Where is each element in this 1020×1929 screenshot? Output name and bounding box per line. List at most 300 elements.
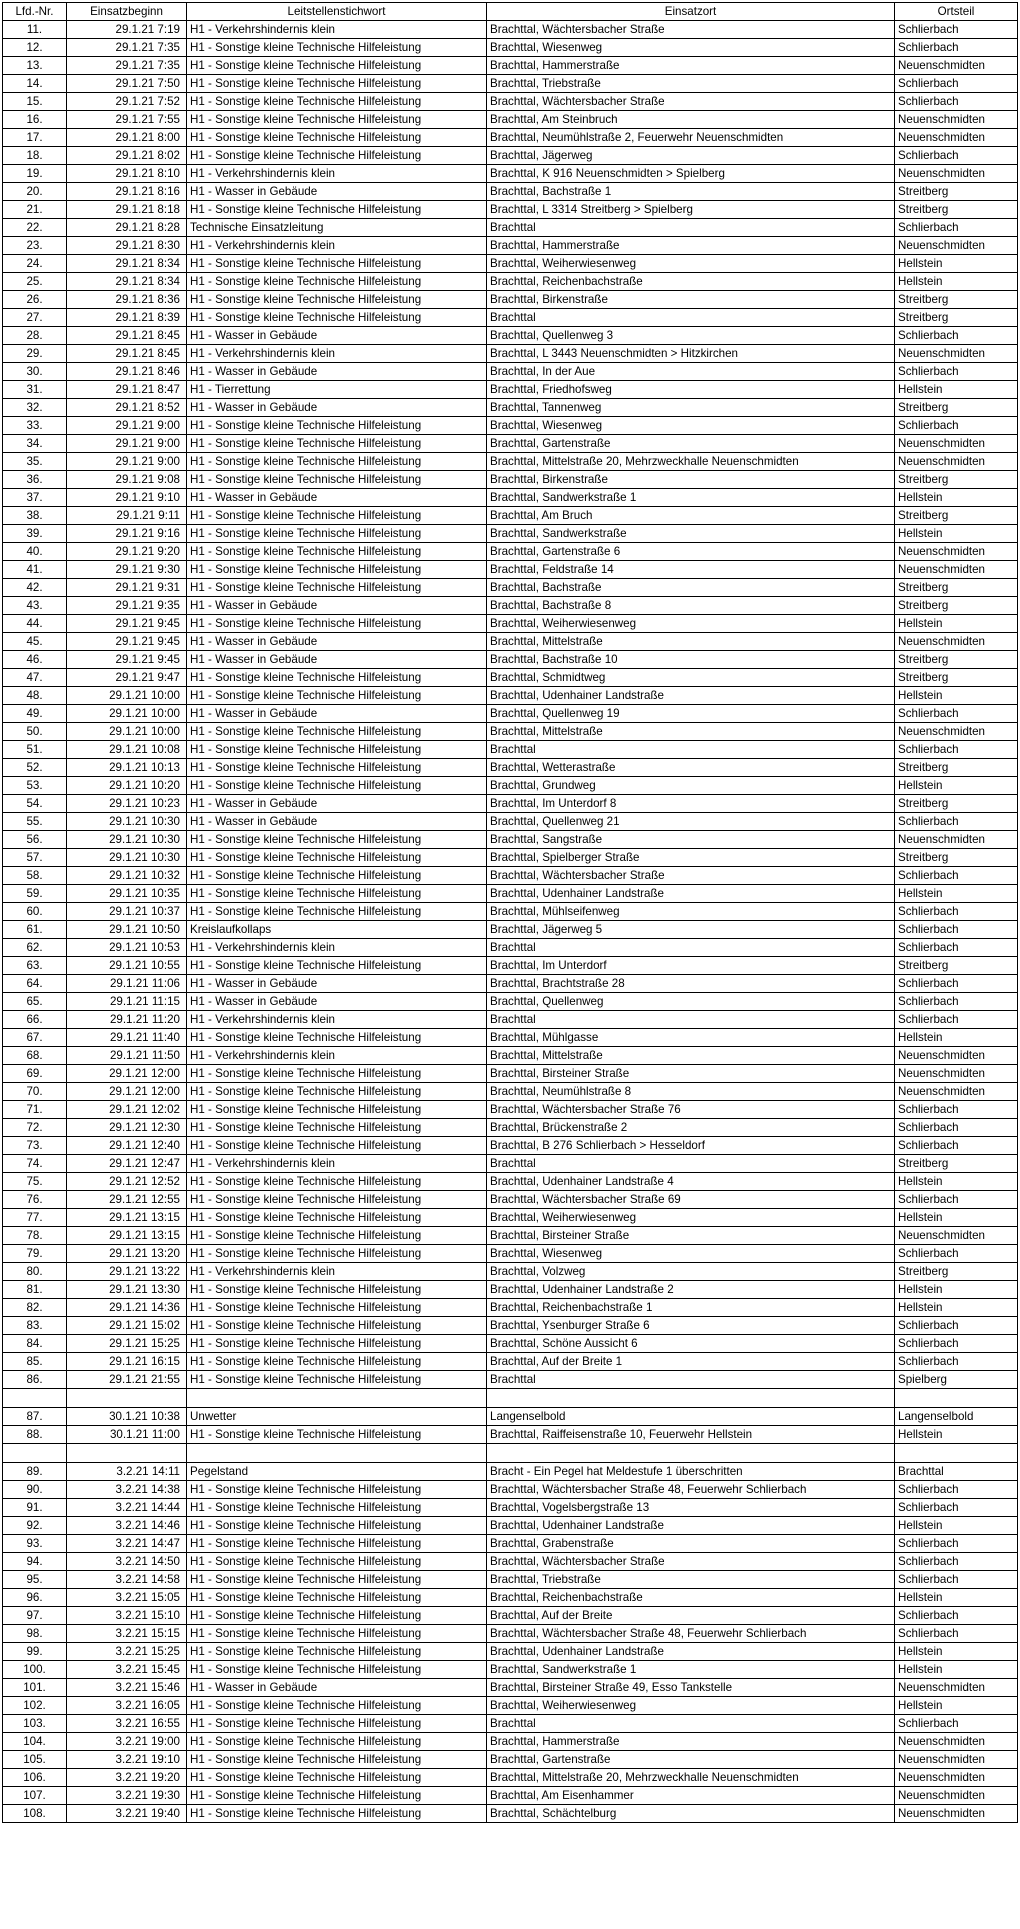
cell-ortsteil: Neuenschmidten	[895, 1047, 1018, 1065]
cell-leitstellenstichwort: H1 - Sonstige kleine Technische Hilfeleistung	[187, 741, 487, 759]
cell-einsatzbeginn: 29.1.21 12:40	[67, 1137, 187, 1155]
cell-einsatzbeginn: 29.1.21 15:02	[67, 1317, 187, 1335]
cell-ortsteil: Streitberg	[895, 291, 1018, 309]
table-row	[3, 165, 1018, 183]
cell-leitstellenstichwort: H1 - Sonstige kleine Technische Hilfeleistung	[187, 1426, 487, 1444]
deployment-table	[2, 2, 1018, 1823]
cell-ortsteil: Neuenschmidten	[895, 1227, 1018, 1245]
cell-einsatzbeginn: 3.2.21 16:55	[67, 1715, 187, 1733]
cell-leitstellenstichwort: H1 - Sonstige kleine Technische Hilfeleistung	[187, 255, 487, 273]
cell-ortsteil: Neuenschmidten	[895, 561, 1018, 579]
cell-einsatzort: Brachttal, Reichenbachstraße	[487, 273, 895, 291]
cell-einsatzort: Brachttal, Quellenweg 19	[487, 705, 895, 723]
cell-leitstellenstichwort: H1 - Sonstige kleine Technische Hilfeleistung	[187, 1733, 487, 1751]
cell-ortsteil: Schlierbach	[895, 921, 1018, 939]
cell-lfd-nr: 21.	[3, 201, 67, 219]
cell-einsatzort: Brachttal, Feldstraße 14	[487, 561, 895, 579]
cell-ortsteil: Streitberg	[895, 399, 1018, 417]
cell-lfd-nr: 57.	[3, 849, 67, 867]
cell-einsatzort: Brachttal, Birkenstraße	[487, 291, 895, 309]
cell-leitstellenstichwort: H1 - Sonstige kleine Technische Hilfeleistung	[187, 1643, 487, 1661]
cell-leitstellenstichwort: H1 - Wasser in Gebäude	[187, 705, 487, 723]
col-header-leitstellenstichwort: Leitstellenstichwort	[187, 3, 487, 21]
cell-ortsteil: Schlierbach	[895, 903, 1018, 921]
cell-ortsteil: Neuenschmidten	[895, 1769, 1018, 1787]
cell-einsatzort: Brachttal, Wiesenweg	[487, 417, 895, 435]
table-row	[3, 1209, 1018, 1227]
cell-leitstellenstichwort: H1 - Wasser in Gebäude	[187, 399, 487, 417]
cell-leitstellenstichwort: H1 - Sonstige kleine Technische Hilfeleistung	[187, 1751, 487, 1769]
cell-lfd-nr: 73.	[3, 1137, 67, 1155]
cell-ortsteil: Neuenschmidten	[895, 543, 1018, 561]
cell-ortsteil: Schlierbach	[895, 21, 1018, 39]
cell-ortsteil: Hellstein	[895, 273, 1018, 291]
cell-einsatzbeginn: 29.1.21 8:45	[67, 327, 187, 345]
table-row	[3, 1263, 1018, 1281]
cell-ortsteil: Hellstein	[895, 525, 1018, 543]
table-row	[3, 381, 1018, 399]
cell-einsatzort: Brachttal, Triebstraße	[487, 75, 895, 93]
table-row	[3, 939, 1018, 957]
cell-lfd-nr: 80.	[3, 1263, 67, 1281]
cell-einsatzort: Brachttal, Neumühlstraße 8	[487, 1083, 895, 1101]
cell-einsatzort: Brachttal, Gartenstraße	[487, 1751, 895, 1769]
table-row	[3, 1571, 1018, 1589]
cell-einsatzbeginn: 3.2.21 15:25	[67, 1643, 187, 1661]
table-row	[3, 1553, 1018, 1571]
table-row	[3, 147, 1018, 165]
cell-leitstellenstichwort: H1 - Sonstige kleine Technische Hilfeleistung	[187, 1481, 487, 1499]
separator-row	[3, 1389, 1018, 1408]
cell-einsatzort: Brachttal, Wächtersbacher Straße 48, Feuerwehr Schlierbach	[487, 1625, 895, 1643]
table-row	[3, 111, 1018, 129]
cell-einsatzort: Brachttal	[487, 741, 895, 759]
cell-leitstellenstichwort: H1 - Sonstige kleine Technische Hilfeleistung	[187, 1805, 487, 1823]
cell-einsatzbeginn: 29.1.21 14:36	[67, 1299, 187, 1317]
cell-lfd-nr: 103.	[3, 1715, 67, 1733]
cell-einsatzbeginn: 29.1.21 10:13	[67, 759, 187, 777]
cell-lfd-nr: 45.	[3, 633, 67, 651]
cell-einsatzort: Brachttal, Wächtersbacher Straße	[487, 867, 895, 885]
cell-einsatzbeginn: 29.1.21 10:55	[67, 957, 187, 975]
cell-leitstellenstichwort: H1 - Wasser in Gebäude	[187, 795, 487, 813]
cell-leitstellenstichwort: H1 - Verkehrshindernis klein	[187, 1011, 487, 1029]
cell-leitstellenstichwort: H1 - Sonstige kleine Technische Hilfeleistung	[187, 1571, 487, 1589]
cell-ortsteil	[895, 1389, 1018, 1408]
cell-leitstellenstichwort: H1 - Sonstige kleine Technische Hilfeleistung	[187, 57, 487, 75]
table-row	[3, 399, 1018, 417]
cell-einsatzort: Brachttal, Sandwerkstraße 1	[487, 489, 895, 507]
cell-ortsteil: Hellstein	[895, 615, 1018, 633]
cell-lfd-nr: 50.	[3, 723, 67, 741]
table-row	[3, 1661, 1018, 1679]
cell-ortsteil: Hellstein	[895, 777, 1018, 795]
cell-leitstellenstichwort: H1 - Sonstige kleine Technische Hilfeleistung	[187, 1715, 487, 1733]
cell-leitstellenstichwort: H1 - Sonstige kleine Technische Hilfeleistung	[187, 1083, 487, 1101]
cell-ortsteil: Schlierbach	[895, 1715, 1018, 1733]
cell-lfd-nr: 25.	[3, 273, 67, 291]
cell-einsatzort: Brachttal, Am Bruch	[487, 507, 895, 525]
table-row	[3, 273, 1018, 291]
table-row	[3, 1589, 1018, 1607]
cell-einsatzbeginn: 29.1.21 10:50	[67, 921, 187, 939]
cell-lfd-nr: 98.	[3, 1625, 67, 1643]
table-row	[3, 1517, 1018, 1535]
cell-einsatzbeginn: 3.2.21 14:44	[67, 1499, 187, 1517]
cell-leitstellenstichwort: H1 - Sonstige kleine Technische Hilfeleistung	[187, 1317, 487, 1335]
cell-einsatzort: Brachttal, Am Eisenhammer	[487, 1787, 895, 1805]
cell-ortsteil: Neuenschmidten	[895, 1083, 1018, 1101]
table-row	[3, 1535, 1018, 1553]
cell-ortsteil: Streitberg	[895, 201, 1018, 219]
cell-einsatzort: Brachttal, L 3314 Streitberg > Spielberg	[487, 201, 895, 219]
table-row	[3, 741, 1018, 759]
cell-einsatzort: Brachttal, Friedhofsweg	[487, 381, 895, 399]
cell-ortsteil: Schlierbach	[895, 1535, 1018, 1553]
cell-leitstellenstichwort: H1 - Sonstige kleine Technische Hilfeleistung	[187, 93, 487, 111]
cell-ortsteil: Schlierbach	[895, 93, 1018, 111]
cell-einsatzbeginn: 3.2.21 16:05	[67, 1697, 187, 1715]
cell-einsatzort: Brachttal, Gartenstraße	[487, 435, 895, 453]
cell-ortsteil: Schlierbach	[895, 39, 1018, 57]
cell-einsatzort: Brachttal, Sandwerkstraße 1	[487, 1661, 895, 1679]
cell-einsatzort: Brachttal, Weiherwiesenweg	[487, 1209, 895, 1227]
cell-einsatzort: Brachttal	[487, 1011, 895, 1029]
cell-lfd-nr: 36.	[3, 471, 67, 489]
cell-leitstellenstichwort: H1 - Sonstige kleine Technische Hilfeleistung	[187, 1499, 487, 1517]
cell-lfd-nr: 71.	[3, 1101, 67, 1119]
table-row	[3, 471, 1018, 489]
cell-lfd-nr: 108.	[3, 1805, 67, 1823]
table-row	[3, 957, 1018, 975]
cell-einsatzbeginn: 29.1.21 13:30	[67, 1281, 187, 1299]
cell-einsatzort: Brachttal, Hammerstraße	[487, 1733, 895, 1751]
cell-einsatzort: Brachttal, B 276 Schlierbach > Hesseldorf	[487, 1137, 895, 1155]
cell-lfd-nr: 43.	[3, 597, 67, 615]
cell-leitstellenstichwort: H1 - Sonstige kleine Technische Hilfeleistung	[187, 1517, 487, 1535]
cell-lfd-nr: 91.	[3, 1499, 67, 1517]
cell-ortsteil: Schlierbach	[895, 219, 1018, 237]
cell-einsatzbeginn: 29.1.21 21:55	[67, 1371, 187, 1389]
cell-einsatzort: Brachttal, Brückenstraße 2	[487, 1119, 895, 1137]
cell-leitstellenstichwort: H1 - Sonstige kleine Technische Hilfeleistung	[187, 435, 487, 453]
table-row	[3, 1481, 1018, 1499]
cell-einsatzort: Brachttal, Brachtstraße 28	[487, 975, 895, 993]
cell-leitstellenstichwort: H1 - Sonstige kleine Technische Hilfeleistung	[187, 1245, 487, 1263]
cell-einsatzbeginn: 3.2.21 15:46	[67, 1679, 187, 1697]
cell-ortsteil: Neuenschmidten	[895, 237, 1018, 255]
cell-einsatzort: Brachttal, Bachstraße 1	[487, 183, 895, 201]
cell-einsatzbeginn: 29.1.21 7:35	[67, 39, 187, 57]
cell-einsatzbeginn: 29.1.21 10:53	[67, 939, 187, 957]
cell-leitstellenstichwort: Unwetter	[187, 1408, 487, 1426]
cell-leitstellenstichwort: H1 - Sonstige kleine Technische Hilfeleistung	[187, 75, 487, 93]
cell-einsatzort: Brachttal, Birsteiner Straße	[487, 1227, 895, 1245]
cell-ortsteil: Schlierbach	[895, 1499, 1018, 1517]
cell-ortsteil: Neuenschmidten	[895, 129, 1018, 147]
cell-ortsteil: Neuenschmidten	[895, 633, 1018, 651]
cell-lfd-nr: 58.	[3, 867, 67, 885]
cell-leitstellenstichwort: H1 - Sonstige kleine Technische Hilfeleistung	[187, 1119, 487, 1137]
table-row	[3, 1625, 1018, 1643]
cell-lfd-nr: 23.	[3, 237, 67, 255]
cell-lfd-nr: 53.	[3, 777, 67, 795]
cell-einsatzbeginn: 3.2.21 19:20	[67, 1769, 187, 1787]
table-row	[3, 39, 1018, 57]
cell-lfd-nr: 30.	[3, 363, 67, 381]
cell-lfd-nr: 95.	[3, 1571, 67, 1589]
cell-einsatzbeginn: 3.2.21 19:10	[67, 1751, 187, 1769]
cell-lfd-nr: 106.	[3, 1769, 67, 1787]
table-row	[3, 345, 1018, 363]
table-row	[3, 831, 1018, 849]
cell-lfd-nr: 39.	[3, 525, 67, 543]
cell-leitstellenstichwort: H1 - Sonstige kleine Technische Hilfeleistung	[187, 903, 487, 921]
table-row	[3, 219, 1018, 237]
cell-einsatzort: Brachttal, Schächtelburg	[487, 1805, 895, 1823]
cell-ortsteil: Hellstein	[895, 1173, 1018, 1191]
cell-ortsteil: Neuenschmidten	[895, 453, 1018, 471]
cell-ortsteil: Hellstein	[895, 687, 1018, 705]
cell-lfd-nr: 26.	[3, 291, 67, 309]
cell-ortsteil: Streitberg	[895, 507, 1018, 525]
cell-ortsteil	[895, 1444, 1018, 1463]
table-row	[3, 1607, 1018, 1625]
cell-einsatzort: Brachttal, Udenhainer Landstraße	[487, 1643, 895, 1661]
cell-lfd-nr: 32.	[3, 399, 67, 417]
cell-lfd-nr: 89.	[3, 1463, 67, 1481]
cell-ortsteil: Schlierbach	[895, 417, 1018, 435]
cell-lfd-nr: 61.	[3, 921, 67, 939]
table-row	[3, 1733, 1018, 1751]
table-body	[3, 21, 1018, 1823]
cell-einsatzort: Brachttal, Sangstraße	[487, 831, 895, 849]
cell-einsatzbeginn: 29.1.21 13:22	[67, 1263, 187, 1281]
cell-ortsteil: Hellstein	[895, 1029, 1018, 1047]
cell-leitstellenstichwort: H1 - Sonstige kleine Technische Hilfeleistung	[187, 111, 487, 129]
cell-einsatzbeginn: 3.2.21 14:47	[67, 1535, 187, 1553]
table-header	[3, 3, 1018, 21]
cell-einsatzbeginn: 29.1.21 9:31	[67, 579, 187, 597]
cell-leitstellenstichwort: H1 - Wasser in Gebäude	[187, 651, 487, 669]
cell-einsatzort: Brachttal, Im Unterdorf	[487, 957, 895, 975]
table-row	[3, 75, 1018, 93]
cell-lfd-nr: 88.	[3, 1426, 67, 1444]
cell-einsatzbeginn: 29.1.21 10:32	[67, 867, 187, 885]
cell-einsatzort	[487, 1389, 895, 1408]
cell-ortsteil: Schlierbach	[895, 1481, 1018, 1499]
table-row	[3, 1371, 1018, 1389]
cell-einsatzbeginn: 29.1.21 7:52	[67, 93, 187, 111]
cell-lfd-nr: 99.	[3, 1643, 67, 1661]
cell-lfd-nr: 27.	[3, 309, 67, 327]
cell-einsatzort: Brachttal, Ysenburger Straße 6	[487, 1317, 895, 1335]
cell-lfd-nr	[3, 1444, 67, 1463]
cell-leitstellenstichwort: H1 - Sonstige kleine Technische Hilfeleistung	[187, 309, 487, 327]
cell-lfd-nr: 82.	[3, 1299, 67, 1317]
cell-einsatzbeginn: 29.1.21 10:35	[67, 885, 187, 903]
col-header-einsatzbeginn: Einsatzbeginn	[67, 3, 187, 21]
cell-einsatzbeginn: 29.1.21 9:11	[67, 507, 187, 525]
cell-einsatzbeginn: 29.1.21 8:34	[67, 255, 187, 273]
table-row	[3, 1769, 1018, 1787]
cell-einsatzort: Brachttal, Bachstraße 10	[487, 651, 895, 669]
cell-lfd-nr: 33.	[3, 417, 67, 435]
cell-leitstellenstichwort: Kreislaufkollaps	[187, 921, 487, 939]
table-row	[3, 327, 1018, 345]
cell-einsatzort: Brachttal, Triebstraße	[487, 1571, 895, 1589]
cell-leitstellenstichwort: H1 - Sonstige kleine Technische Hilfeleistung	[187, 723, 487, 741]
cell-einsatzort: Brachttal, Mühlseifenweg	[487, 903, 895, 921]
cell-lfd-nr: 85.	[3, 1353, 67, 1371]
cell-einsatzbeginn: 29.1.21 9:00	[67, 417, 187, 435]
cell-einsatzbeginn: 29.1.21 9:35	[67, 597, 187, 615]
cell-einsatzort: Brachttal, Mittelstraße	[487, 633, 895, 651]
cell-lfd-nr: 18.	[3, 147, 67, 165]
cell-leitstellenstichwort: H1 - Sonstige kleine Technische Hilfeleistung	[187, 1227, 487, 1245]
cell-einsatzort: Brachttal, Udenhainer Landstraße	[487, 885, 895, 903]
cell-leitstellenstichwort: H1 - Sonstige kleine Technische Hilfeleistung	[187, 1191, 487, 1209]
table-row	[3, 1155, 1018, 1173]
cell-einsatzbeginn: 29.1.21 10:30	[67, 813, 187, 831]
cell-einsatzbeginn: 29.1.21 8:18	[67, 201, 187, 219]
table-row	[3, 255, 1018, 273]
cell-leitstellenstichwort: H1 - Sonstige kleine Technische Hilfeleistung	[187, 201, 487, 219]
cell-leitstellenstichwort: H1 - Sonstige kleine Technische Hilfeleistung	[187, 417, 487, 435]
cell-lfd-nr: 75.	[3, 1173, 67, 1191]
cell-einsatzort: Brachttal, Birsteiner Straße 49, Esso Tankstelle	[487, 1679, 895, 1697]
cell-lfd-nr: 105.	[3, 1751, 67, 1769]
cell-einsatzort: Brachttal, Mittelstraße 20, Mehrzweckhalle Neuenschmidten	[487, 453, 895, 471]
cell-einsatzort: Brachttal, K 916 Neuenschmidten > Spielberg	[487, 165, 895, 183]
cell-einsatzbeginn: 29.1.21 9:30	[67, 561, 187, 579]
cell-leitstellenstichwort: H1 - Sonstige kleine Technische Hilfeleistung	[187, 291, 487, 309]
col-header-lfd-nr: Lfd.-Nr.	[3, 3, 67, 21]
table-row	[3, 417, 1018, 435]
cell-ortsteil: Schlierbach	[895, 1011, 1018, 1029]
cell-einsatzbeginn: 29.1.21 8:02	[67, 147, 187, 165]
table-row	[3, 975, 1018, 993]
cell-lfd-nr: 19.	[3, 165, 67, 183]
cell-leitstellenstichwort: H1 - Sonstige kleine Technische Hilfeleistung	[187, 453, 487, 471]
cell-lfd-nr: 107.	[3, 1787, 67, 1805]
cell-leitstellenstichwort: H1 - Verkehrshindernis klein	[187, 1155, 487, 1173]
cell-einsatzort: Brachttal, Gartenstraße 6	[487, 543, 895, 561]
table-row	[3, 867, 1018, 885]
cell-leitstellenstichwort: H1 - Wasser in Gebäude	[187, 597, 487, 615]
cell-einsatzbeginn: 29.1.21 8:39	[67, 309, 187, 327]
cell-leitstellenstichwort: H1 - Sonstige kleine Technische Hilfeleistung	[187, 1209, 487, 1227]
cell-ortsteil: Schlierbach	[895, 363, 1018, 381]
cell-ortsteil: Hellstein	[895, 489, 1018, 507]
table-row	[3, 21, 1018, 39]
table-row	[3, 93, 1018, 111]
cell-lfd-nr: 63.	[3, 957, 67, 975]
cell-lfd-nr: 62.	[3, 939, 67, 957]
cell-leitstellenstichwort: H1 - Sonstige kleine Technische Hilfeleistung	[187, 831, 487, 849]
cell-ortsteil: Streitberg	[895, 309, 1018, 327]
cell-einsatzort: Brachttal, Auf der Breite 1	[487, 1353, 895, 1371]
cell-einsatzort: Brachttal, Volzweg	[487, 1263, 895, 1281]
table-row	[3, 1353, 1018, 1371]
cell-einsatzort: Brachttal, Wiesenweg	[487, 39, 895, 57]
cell-leitstellenstichwort: H1 - Sonstige kleine Technische Hilfeleistung	[187, 687, 487, 705]
table-row	[3, 1697, 1018, 1715]
table-row	[3, 291, 1018, 309]
cell-lfd-nr: 42.	[3, 579, 67, 597]
table-row	[3, 435, 1018, 453]
cell-ortsteil: Neuenschmidten	[895, 345, 1018, 363]
cell-ortsteil: Schlierbach	[895, 1119, 1018, 1137]
table-row	[3, 759, 1018, 777]
cell-leitstellenstichwort: H1 - Sonstige kleine Technische Hilfeleistung	[187, 669, 487, 687]
cell-einsatzbeginn: 29.1.21 8:10	[67, 165, 187, 183]
cell-lfd-nr: 100.	[3, 1661, 67, 1679]
cell-leitstellenstichwort: H1 - Sonstige kleine Technische Hilfeleistung	[187, 1661, 487, 1679]
table-row	[3, 507, 1018, 525]
table-row	[3, 651, 1018, 669]
cell-ortsteil: Neuenschmidten	[895, 831, 1018, 849]
cell-leitstellenstichwort: H1 - Sonstige kleine Technische Hilfeleistung	[187, 1625, 487, 1643]
cell-ortsteil: Schlierbach	[895, 1101, 1018, 1119]
table-row	[3, 1787, 1018, 1805]
cell-lfd-nr: 78.	[3, 1227, 67, 1245]
cell-ortsteil: Hellstein	[895, 1661, 1018, 1679]
table-row	[3, 1281, 1018, 1299]
cell-leitstellenstichwort: H1 - Sonstige kleine Technische Hilfeleistung	[187, 957, 487, 975]
cell-ortsteil: Neuenschmidten	[895, 1065, 1018, 1083]
cell-ortsteil: Schlierbach	[895, 1335, 1018, 1353]
cell-einsatzbeginn: 29.1.21 8:47	[67, 381, 187, 399]
cell-lfd-nr: 15.	[3, 93, 67, 111]
cell-leitstellenstichwort: H1 - Verkehrshindernis klein	[187, 237, 487, 255]
table-row	[3, 903, 1018, 921]
cell-einsatzbeginn: 3.2.21 14:50	[67, 1553, 187, 1571]
cell-einsatzort: Brachttal, Wächtersbacher Straße 76	[487, 1101, 895, 1119]
cell-leitstellenstichwort: H1 - Sonstige kleine Technische Hilfeleistung	[187, 1535, 487, 1553]
cell-einsatzort: Bracht - Ein Pegel hat Meldestufe 1 überschritten	[487, 1463, 895, 1481]
cell-einsatzort: Brachttal, Schöne Aussicht 6	[487, 1335, 895, 1353]
cell-einsatzort: Brachttal, Quellenweg	[487, 993, 895, 1011]
cell-ortsteil: Schlierbach	[895, 813, 1018, 831]
cell-leitstellenstichwort: H1 - Verkehrshindernis klein	[187, 1263, 487, 1281]
table-row	[3, 1751, 1018, 1769]
cell-lfd-nr: 47.	[3, 669, 67, 687]
cell-einsatzort: Brachttal, Udenhainer Landstraße 2	[487, 1281, 895, 1299]
cell-einsatzbeginn: 29.1.21 10:30	[67, 849, 187, 867]
table-row	[3, 525, 1018, 543]
cell-ortsteil: Schlierbach	[895, 705, 1018, 723]
table-row	[3, 669, 1018, 687]
cell-einsatzort: Brachttal	[487, 1155, 895, 1173]
cell-einsatzort: Brachttal, Vogelsbergstraße 13	[487, 1499, 895, 1517]
cell-lfd-nr: 97.	[3, 1607, 67, 1625]
cell-einsatzbeginn: 29.1.21 9:45	[67, 615, 187, 633]
cell-lfd-nr: 69.	[3, 1065, 67, 1083]
cell-leitstellenstichwort: H1 - Wasser in Gebäude	[187, 993, 487, 1011]
cell-einsatzort: Brachttal, Wiesenweg	[487, 1245, 895, 1263]
cell-ortsteil: Schlierbach	[895, 1571, 1018, 1589]
cell-einsatzbeginn: 3.2.21 15:15	[67, 1625, 187, 1643]
cell-einsatzort: Brachttal, Jägerweg	[487, 147, 895, 165]
cell-lfd-nr: 16.	[3, 111, 67, 129]
cell-einsatzort: Brachttal, Wächtersbacher Straße	[487, 21, 895, 39]
cell-ortsteil: Schlierbach	[895, 1191, 1018, 1209]
cell-einsatzbeginn: 29.1.21 8:46	[67, 363, 187, 381]
table-row	[3, 1805, 1018, 1823]
cell-ortsteil: Schlierbach	[895, 327, 1018, 345]
cell-leitstellenstichwort: H1 - Sonstige kleine Technische Hilfeleistung	[187, 39, 487, 57]
